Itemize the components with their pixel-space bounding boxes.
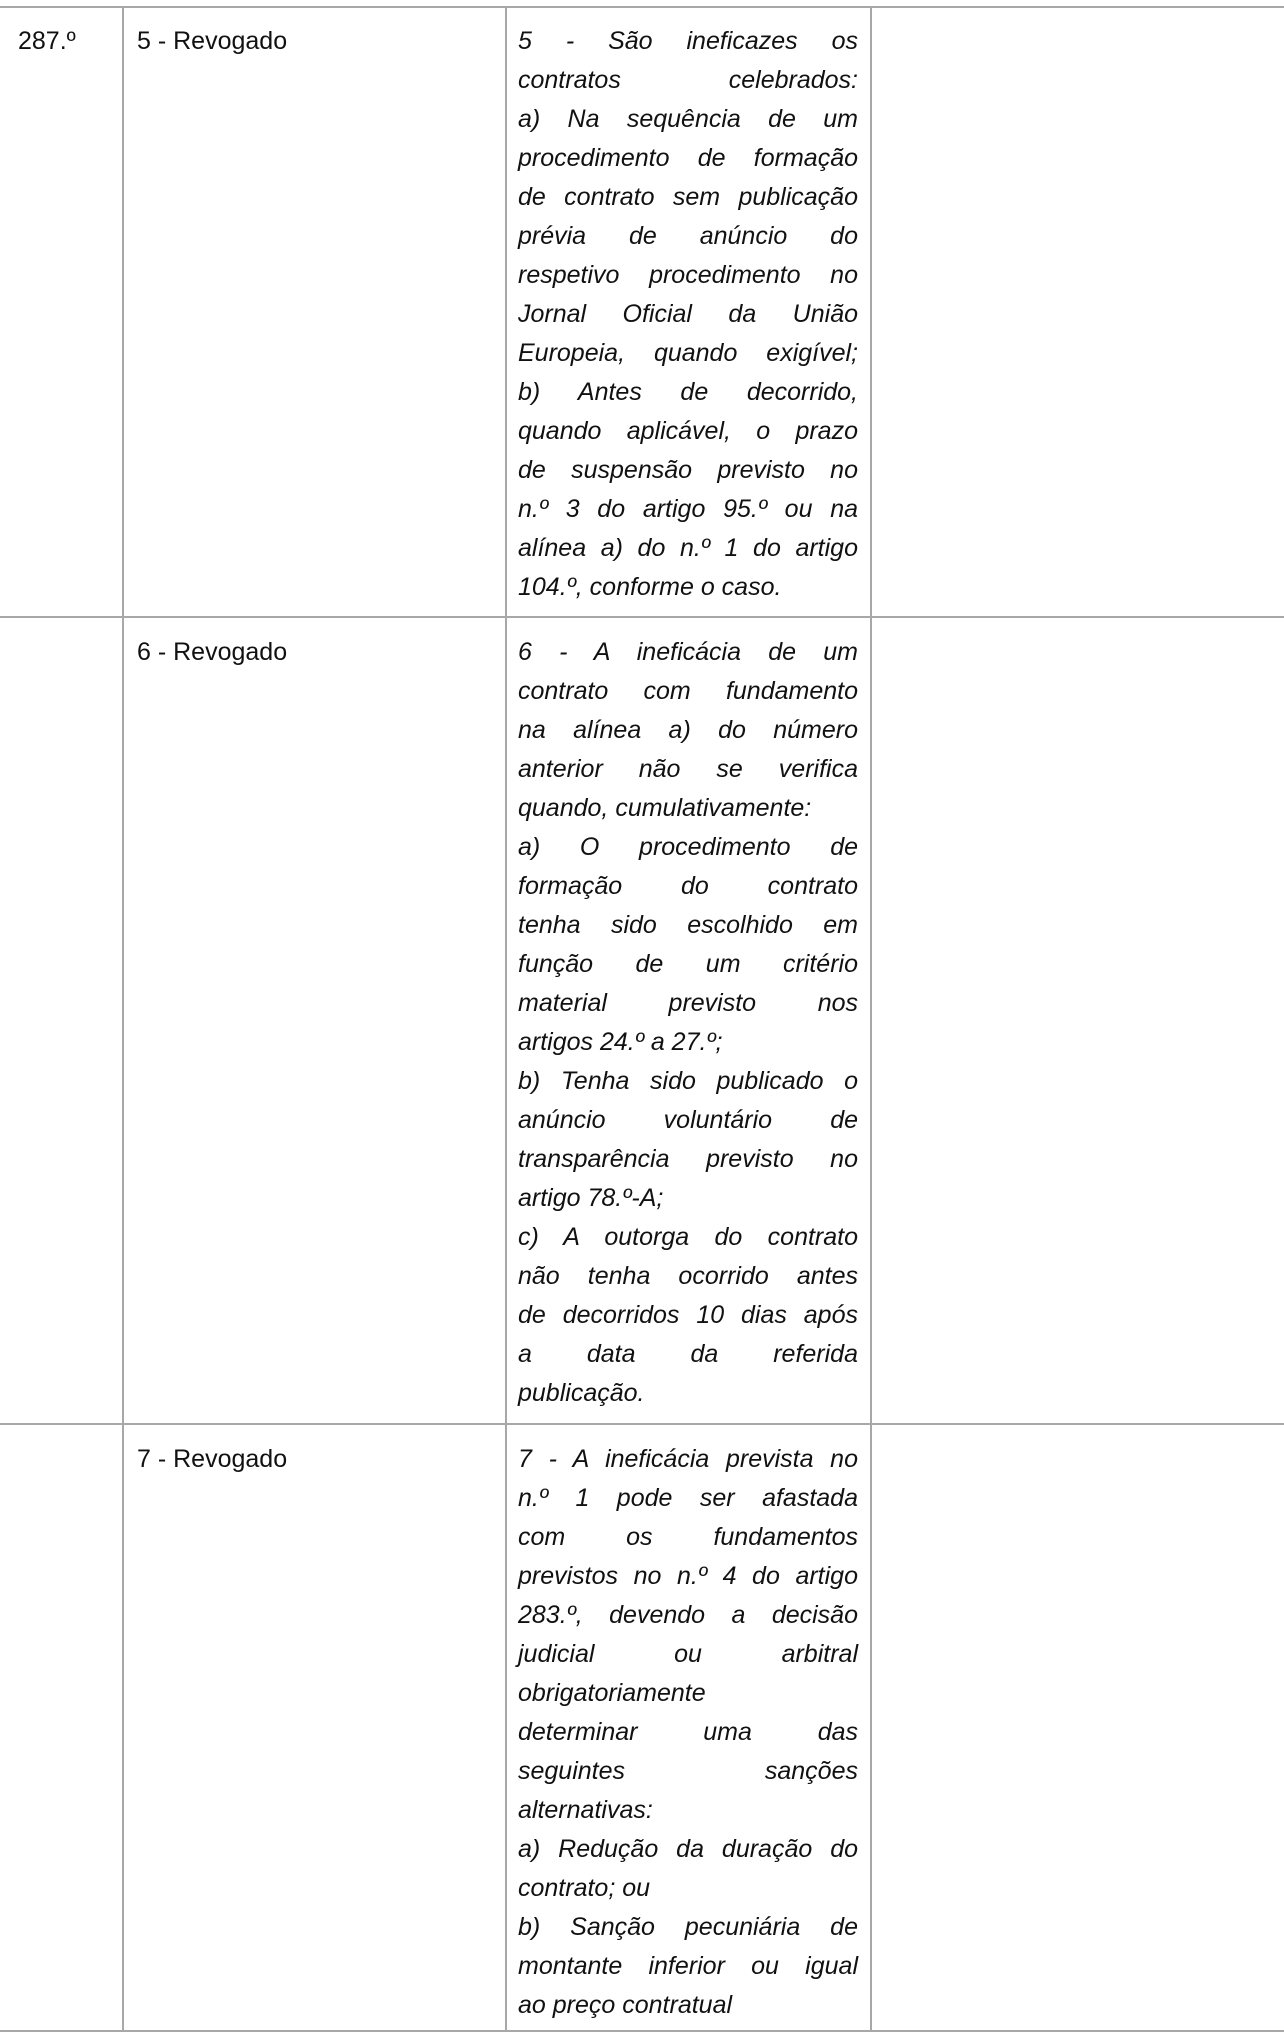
text-line: quando, cumulativamente:: [518, 794, 812, 822]
text-line: a) O procedimento de: [518, 833, 858, 861]
text-line: 283.º, devendo a decisão: [518, 1601, 858, 1629]
text-line: função de um critério: [518, 950, 858, 978]
text-line: alínea a) do n.º 1 do artigo: [518, 534, 858, 562]
row-divider-1: [0, 616, 1284, 618]
old-text-row-3: 7 - Revogado: [137, 1445, 288, 1473]
text-line: obrigatoriamente: [518, 1679, 706, 1707]
text-line: b) Tenha sido publicado o: [518, 1067, 858, 1095]
text-line: respetivo procedimento no: [518, 261, 858, 289]
text-line: de decorridos 10 dias após: [518, 1301, 858, 1329]
text-line: com os fundamentos: [518, 1523, 858, 1551]
text-line: n.º 1 pode ser afastada: [518, 1484, 858, 1512]
text-line: b) Antes de decorrido,: [518, 378, 858, 406]
text-line: contrato; ou: [518, 1874, 651, 1902]
text-line: transparência previsto no: [518, 1145, 858, 1173]
text-line: artigo 78.º-A;: [518, 1184, 664, 1212]
text-line: c) A outorga do contrato: [518, 1223, 858, 1251]
text-line: não tenha ocorrido antes: [518, 1262, 858, 1290]
text-line: quando aplicável, o prazo: [518, 417, 858, 445]
text-line: de contrato sem publicação: [518, 183, 858, 211]
text-line: Jornal Oficial da União: [518, 300, 858, 328]
old-text-row-1: 5 - Revogado: [137, 27, 288, 55]
text-line: contratos celebrados:: [518, 66, 858, 94]
text-line: contrato com fundamento: [518, 677, 858, 705]
table-border-top: [0, 6, 1284, 8]
column-divider-2: [505, 6, 507, 2032]
text-line: Europeia, quando exigível;: [518, 339, 858, 367]
text-line: 6 - A ineficácia de um: [518, 638, 858, 666]
text-line: 7 - A ineficácia prevista no: [518, 1445, 858, 1473]
text-line: alternativas:: [518, 1796, 653, 1824]
text-line: a data da referida: [518, 1340, 858, 1368]
row-divider-2: [0, 1423, 1284, 1425]
table-border-bottom: [0, 2030, 1284, 2032]
text-line: 104.º, conforme o caso.: [518, 573, 782, 601]
text-line: procedimento de formação: [518, 144, 858, 172]
text-line: publicação.: [518, 1379, 645, 1407]
text-line: tenha sido escolhido em: [518, 911, 858, 939]
text-line: judicial ou arbitral: [518, 1640, 858, 1668]
text-line: de suspensão previsto no: [518, 456, 858, 484]
text-line: determinar uma das: [518, 1718, 858, 1746]
text-line: anterior não se verifica: [518, 755, 858, 783]
text-line: a) Na sequência de um: [518, 105, 858, 133]
new-text-row-3: [518, 1440, 858, 2025]
text-line: b) Sanção pecuniária de: [518, 1913, 858, 1941]
text-line: seguintes sanções: [518, 1757, 858, 1785]
text-line: previstos no n.º 4 do artigo: [518, 1562, 858, 1590]
old-text-row-2: 6 - Revogado: [137, 638, 288, 666]
text-line: anúncio voluntário de: [518, 1106, 858, 1134]
text-line: montante inferior ou igual: [518, 1952, 858, 1980]
article-number: 287.º: [18, 27, 76, 55]
text-line: ao preço contratual: [518, 1991, 733, 2019]
text-line: na alínea a) do número: [518, 716, 858, 744]
column-divider-1: [122, 6, 124, 2032]
text-line: n.º 3 do artigo 95.º ou na: [518, 495, 858, 523]
text-line: material previsto nos: [518, 989, 858, 1017]
text-line: a) Redução da duração do: [518, 1835, 858, 1863]
text-line: formação do contrato: [518, 872, 858, 900]
column-divider-3: [870, 6, 872, 2032]
new-text-row-1: [518, 22, 858, 607]
new-text-row-2: [518, 633, 858, 1413]
text-line: prévia de anúncio do: [518, 222, 858, 250]
text-line: 5 - São ineficazes os: [518, 27, 858, 55]
text-line: artigos 24.º a 27.º;: [518, 1028, 723, 1056]
